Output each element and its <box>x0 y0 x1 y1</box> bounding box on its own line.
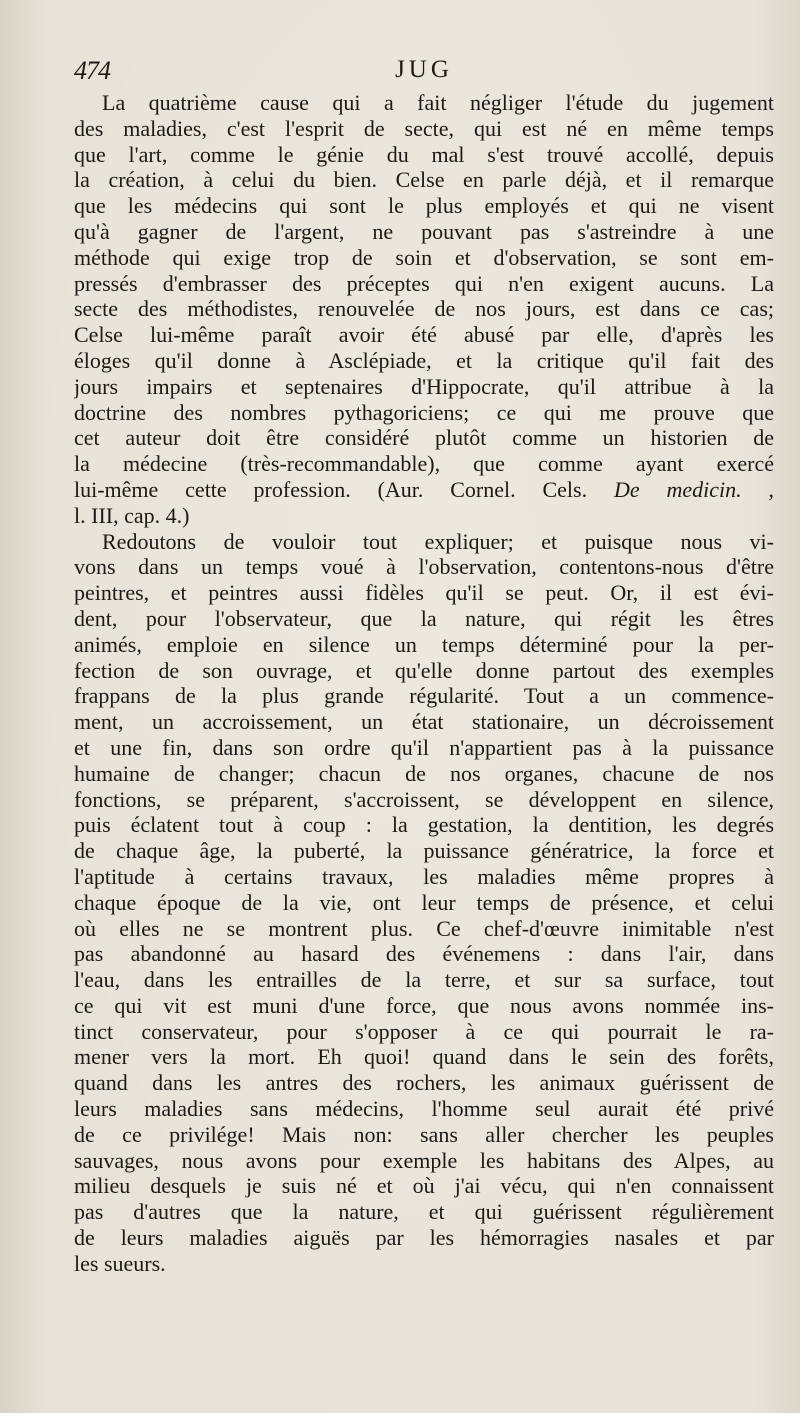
headword: JUG <box>395 56 453 83</box>
text-line: que l'art, comme le génie du mal s'est trouvé accollé, depuis <box>74 141 774 167</box>
text-line: l'aptitude à certains travaux, les maladies même propres à <box>74 863 774 889</box>
citation-title: De medicin. <box>613 476 742 502</box>
page-number: 474 <box>74 56 110 85</box>
citation-text: lui-même cette profession. (Aur. Cornel. Cels. <box>74 476 614 502</box>
text-line: dent, pour l'observateur, que la nature, qui régit les êtres <box>74 605 774 631</box>
text-line: quand dans les antres des rochers, les animaux guérissent de <box>74 1070 774 1096</box>
text-line: jours impairs et septenaires d'Hippocrate, qu'il attribue à la <box>74 373 774 399</box>
text-line: la médecine (très-recommandable), que comme ayant exercé <box>74 451 774 477</box>
text-line: de leurs maladies aiguës par les hémorragies nasales et par <box>74 1225 774 1251</box>
text-line: que les médecins qui sont le plus employés et qui ne visent <box>74 193 774 219</box>
text-line: méthode qui exige trop de soin et d'observation, se sont em- <box>74 244 774 270</box>
text-line: ment, un accroissement, un état stationaire, un décroissement <box>74 709 774 735</box>
citation-line <box>74 477 774 503</box>
text-line: les sueurs. <box>74 1250 166 1276</box>
text-line: leurs maladies sans médecins, l'homme seul aurait été privé <box>74 1096 774 1122</box>
body-text <box>74 90 774 1277</box>
text-line: puis éclatent tout à coup : la gestation, la dentition, les degrés <box>74 812 774 838</box>
running-head <box>74 56 774 90</box>
text-line: l. III, cap. 4.) <box>74 502 190 528</box>
text-line: des maladies, c'est l'esprit de secte, qui est né en même temps <box>74 115 774 141</box>
text-line: secte des méthodistes, renouvelée de nos jours, est dans ce cas; <box>74 296 774 322</box>
text-line: ce qui vit est muni d'une force, que nous avons nommée ins- <box>74 992 774 1018</box>
text-line: de ce privilége! Mais non: sans aller chercher les peuples <box>74 1121 774 1147</box>
text-line: pressés d'embrasser des préceptes qui n'en exigent aucuns. La <box>74 270 774 296</box>
text-line: tinct conservateur, pour s'opposer à ce qui pourrait le ra- <box>74 1018 774 1044</box>
text-line: animés, emploie en silence un temps déterminé pour la per- <box>74 631 774 657</box>
text-line: où elles ne se montrent plus. Ce chef-d'œuvre inimitable n'est <box>74 915 774 941</box>
text-line: l'eau, dans les entrailles de la terre, et sur sa surface, tout <box>74 967 774 993</box>
text-line: cet auteur doit être considéré plutôt comme un historien de <box>74 425 774 451</box>
text-line: humaine de changer; chacun de nos organes, chacune de nos <box>74 760 774 786</box>
text-line: peintres, et peintres aussi fidèles qu'il se peut. Or, il est évi- <box>74 580 774 606</box>
text-line: frappans de la plus grande régularité. Tout a un commence- <box>74 683 774 709</box>
text-line: la création, à celui du bien. Celse en parle déjà, et il remarque <box>74 167 774 193</box>
text-line: pas d'autres que la nature, et qui guérissent régulièrement <box>74 1199 774 1225</box>
text-line: qu'à gagner de l'argent, ne pouvant pas s'astreindre à une <box>74 218 774 244</box>
text-line: et une fin, dans son ordre qu'il n'appartient pas à la puissance <box>74 734 774 760</box>
text-line: pas abandonné au hasard des événemens : dans l'air, dans <box>74 941 774 967</box>
text-line: chaque époque de la vie, ont leur temps de présence, et celui <box>74 889 774 915</box>
text-line: milieu desquels je suis né et où j'ai vécu, qui n'en connaissent <box>74 1173 774 1199</box>
text-line: de chaque âge, la puberté, la puissance génératrice, la force et <box>74 838 774 864</box>
text-line: fonctions, se préparent, s'accroissent, se développent en silence, <box>74 786 774 812</box>
text-line: Celse lui-même paraît avoir été abusé par elle, d'après les <box>74 322 774 348</box>
text-line: Redoutons de vouloir tout expliquer; et puisque nous vi- <box>102 528 774 554</box>
text-line: doctrine des nombres pythagoriciens; ce qui me prouve que <box>74 399 774 425</box>
text-line: La quatrième cause qui a fait négliger l'étude du jugement <box>102 90 774 115</box>
text-line: vons dans un temps voué à l'observation, contentons-nous d'être <box>74 554 774 580</box>
text-line: sauvages, nous avons pour exemple les habitans des Alpes, au <box>74 1147 774 1173</box>
text-line: éloges qu'il donne à Asclépiade, et la critique qu'il fait des <box>74 347 774 373</box>
citation-punctuation: , <box>741 476 774 502</box>
text-line: fection de son ouvrage, et qu'elle donne partout des exemples <box>74 657 774 683</box>
text-line: mener vers la mort. Eh quoi! quand dans le sein des forêts, <box>74 1044 774 1070</box>
